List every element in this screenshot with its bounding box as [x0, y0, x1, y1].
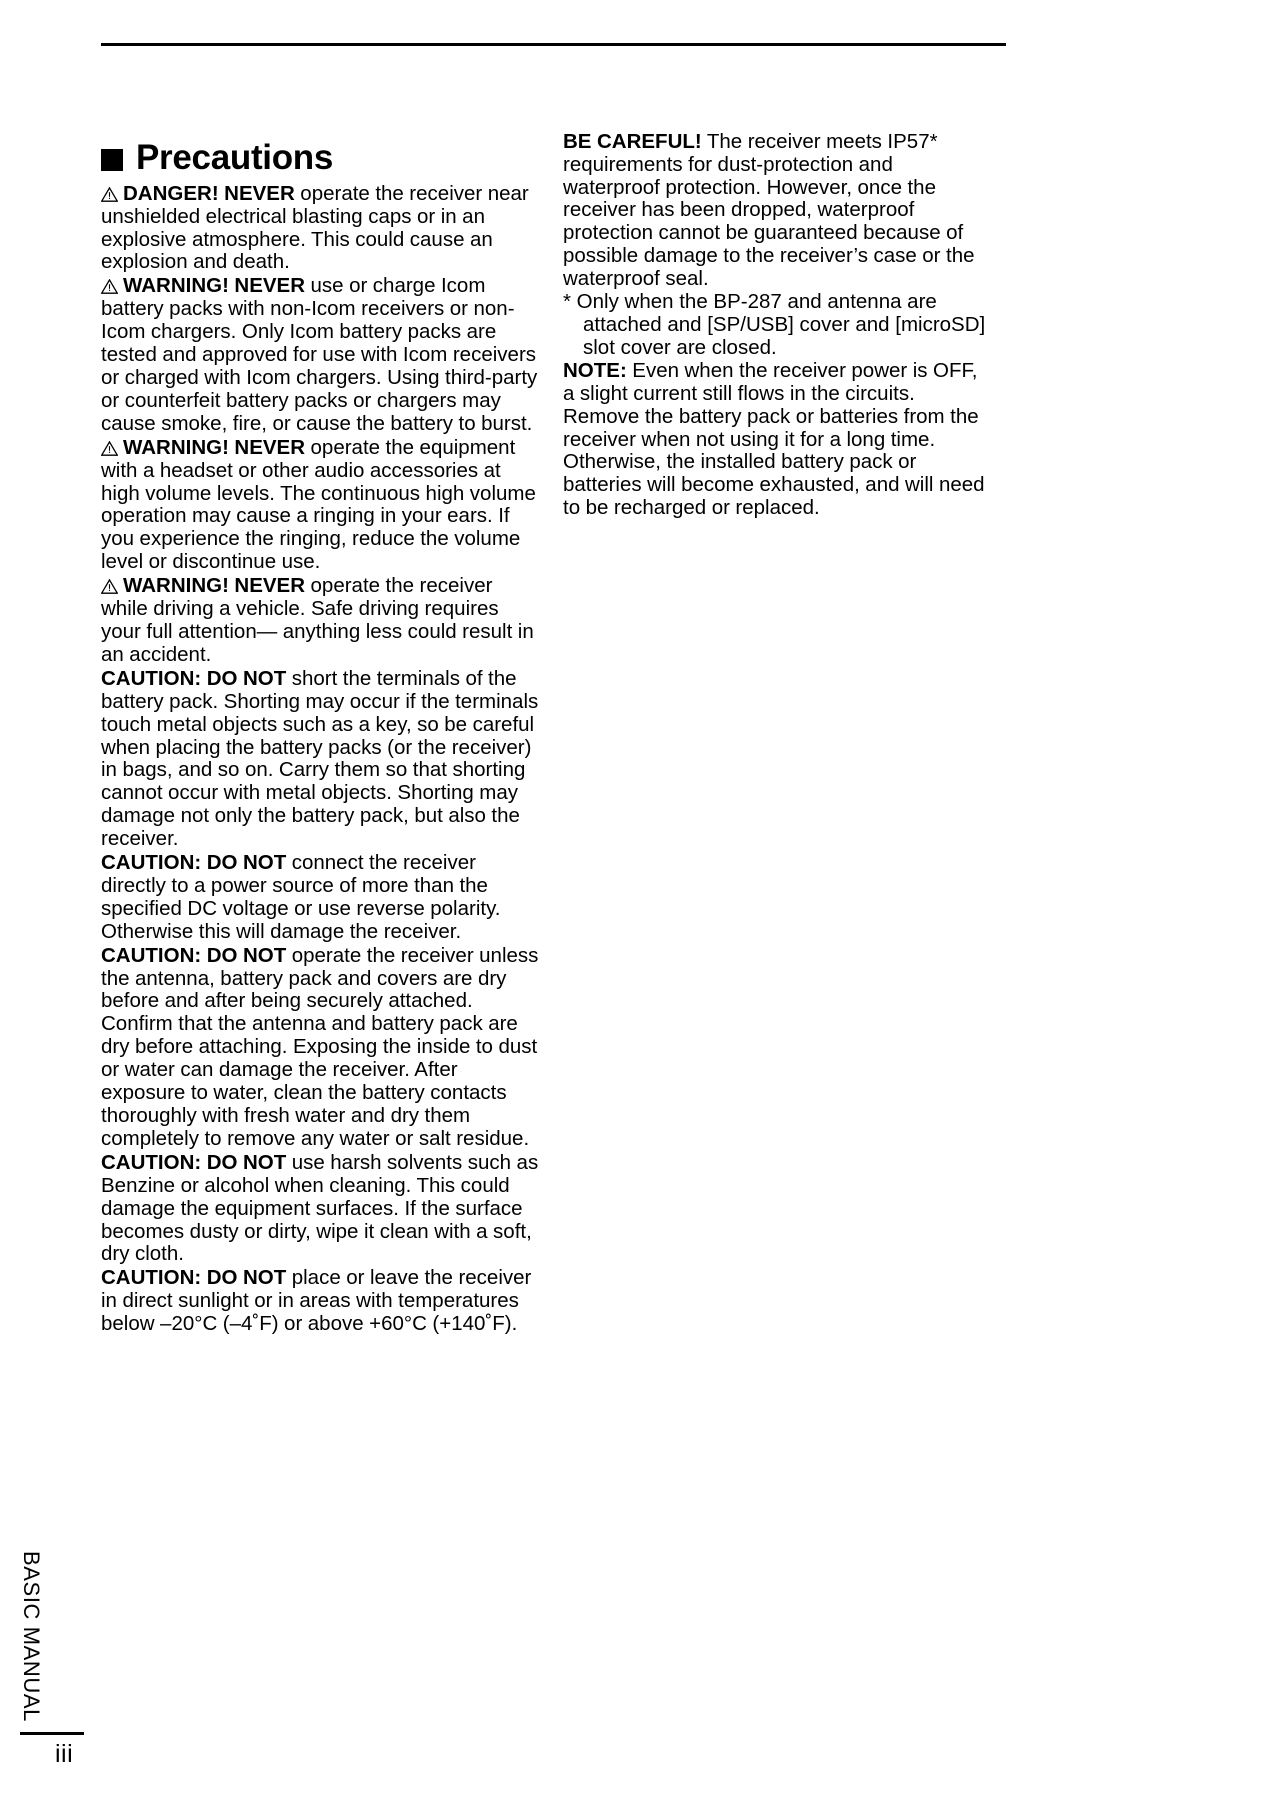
precaution-body: operate the receiver while driving a vehicle. Safe driving requires your full attention— anything less could result in an accident.	[101, 574, 534, 666]
precaution-lead: WARNING! NEVER	[123, 274, 306, 298]
warning-triangle-icon	[101, 441, 118, 456]
precaution-lead: WARNING! NEVER	[123, 574, 306, 598]
precaution-body: Even when the receiver power is OFF, a slight current still flows in the circuits. Remove the battery pack or batteries from the receiver when not using it for a long time. Otherwise, the installed battery pack or batteries will become exhausted, and will need to be recharged or replaced.	[563, 358, 985, 520]
precaution-body: place or leave the receiver in direct sunlight or in areas with temperatures below –20°C (–4˚F) or above +60°C (+140˚F).	[101, 1266, 532, 1336]
precaution-body: The receiver meets IP57* requirements for dust-protection and waterproof protection. However, once the receiver has been dropped, waterproof protection cannot be guaranteed because of possible damage to the receiver’s case or the waterproof seal.	[563, 129, 975, 291]
manual-type-label: BASIC MANUAL	[19, 1551, 44, 1723]
precaution-paragraph-caution-power	[101, 852, 541, 944]
precaution-paragraph-caution-solvents	[101, 1152, 541, 1267]
side-tab	[0, 0, 100, 1818]
page-number: iii	[55, 1740, 74, 1768]
warning-triangle-icon	[101, 279, 118, 294]
precaution-paragraph-caution-dry	[101, 945, 541, 1151]
precaution-lead: NOTE:	[563, 358, 627, 382]
warning-triangle-icon	[101, 187, 118, 202]
precaution-paragraph-caution-temperature	[101, 1267, 541, 1336]
filled-square-icon	[101, 149, 123, 171]
precaution-lead: CAUTION: DO NOT	[101, 666, 287, 690]
precaution-body: operate the receiver near unshielded electrical blasting caps or in an explosive atmosphere. This could cause an explosion and death.	[101, 181, 529, 274]
precaution-paragraph-danger	[101, 183, 541, 275]
precaution-lead: BE CAREFUL!	[563, 129, 702, 153]
precaution-lead: DANGER! NEVER	[123, 181, 295, 205]
precaution-body: operate the equipment with a headset or other audio accessories at high volume levels. The continuous high volume operation may cause a ringing in your ears. If you experience the ringing, reduce the volume level or discontinue use.	[101, 435, 536, 574]
precaution-body: use or charge Icom battery packs with non-Icom receivers or non-Icom chargers. Only Icom battery packs are tested and approved for use with Icom receivers or charged with Icom chargers. Using third-party or counterfeit battery packs or chargers may cause smoke, fire, or cause the battery to burst.	[101, 274, 538, 435]
precaution-paragraph-note-power-off	[563, 360, 991, 520]
precaution-paragraph-footnote-ip57	[563, 291, 991, 360]
precaution-body: * Only when the BP-287 and antenna are attached and [SP/USB] cover and [microSD] slot cover are closed.	[563, 290, 986, 359]
precaution-body: connect the receiver directly to a power source of more than the specified DC voltage or use reverse polarity. Otherwise this will damage the receiver.	[101, 851, 501, 943]
precaution-lead: CAUTION: DO NOT	[101, 1150, 287, 1174]
precaution-lead: CAUTION: DO NOT	[101, 943, 287, 967]
precaution-paragraph-warning-headset	[101, 437, 541, 574]
precaution-paragraph-caution-short	[101, 668, 541, 851]
precaution-lead: CAUTION: DO NOT	[101, 1266, 287, 1290]
precaution-paragraph-be-careful	[563, 131, 991, 291]
precaution-body: operate the receiver unless the antenna, battery pack and covers are dry before and after being securely attached. Confirm that the antenna and battery pack are dry before attaching. Exposing the inside to dust or water can damage the receiver. After exposure to water, clean the battery contacts thoroughly with fresh water and dry them completely to remove any water or salt residue.	[101, 943, 539, 1150]
section-title-text: Precautions	[136, 138, 334, 177]
warning-triangle-icon	[101, 579, 118, 594]
right-column	[563, 131, 991, 520]
header-rule	[101, 43, 1006, 46]
precaution-paragraph-warning-driving	[101, 575, 541, 667]
precaution-body: short the terminals of the battery pack. Shorting may occur if the terminals touch metal objects such as a key, so be careful when placing the battery packs (or the receiver) in bags, and so on. Carry them so that shorting cannot occur with metal objects. Shorting may damage not only the battery pack, but also the receiver.	[101, 666, 539, 851]
precaution-lead: CAUTION: DO NOT	[101, 851, 287, 875]
page-content	[101, 129, 1006, 1336]
precaution-body: use harsh solvents such as Benzine or alcohol when cleaning. This could damage the equipment surfaces. If the surface becomes dusty or dirty, wipe it clean with a soft, dry cloth.	[101, 1150, 539, 1266]
footer-rule	[20, 1732, 84, 1735]
precaution-lead: WARNING! NEVER	[123, 435, 306, 459]
left-column	[101, 183, 541, 1336]
precaution-paragraph-warning-battery	[101, 275, 541, 435]
